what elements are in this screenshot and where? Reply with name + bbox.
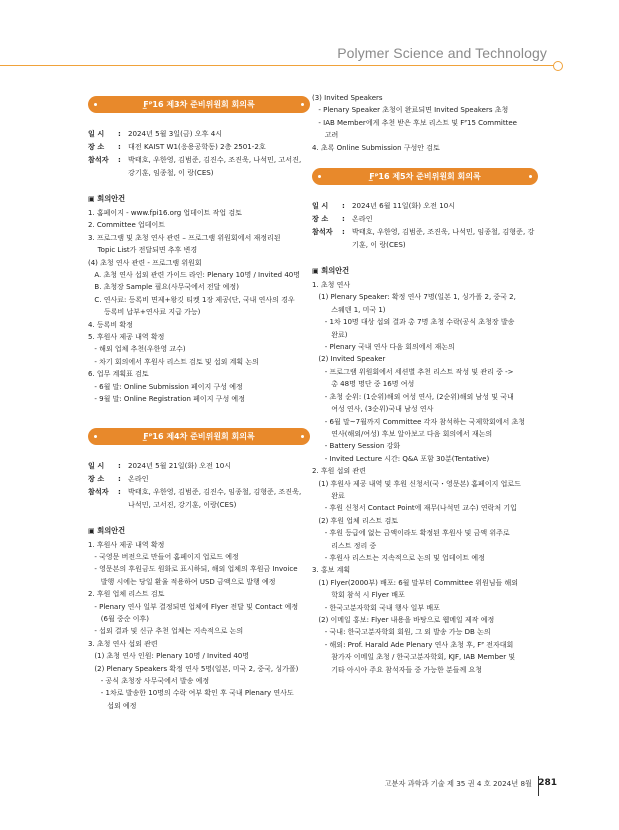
meta-value: 박태호, 우한영, 김범준, 김진수, 임종철, 김형준, 조진욱, 나석민, 고서진, 강기훈, 이랑(CES) bbox=[128, 486, 302, 509]
text-line: - 공식 초청장 사무국에서 발송 예정 bbox=[100, 676, 210, 685]
text-line: - 해외 업체 추천(우한영 교수) bbox=[94, 345, 186, 354]
text-line: - 차기 회의에서 후원사 리스트 검토 및 섭외 계획 논의 bbox=[94, 357, 259, 366]
meta-row bbox=[88, 472, 310, 485]
text-line: 완료) bbox=[331, 330, 348, 339]
text-line: 리스트 정리 중 bbox=[331, 541, 377, 550]
meta-colon: : bbox=[118, 155, 121, 164]
text-line: 5. 후원사 제공 내역 확정 bbox=[88, 333, 165, 342]
meta-colon: : bbox=[118, 473, 121, 483]
text-line: - 섭외 결과 및 신규 추천 업체는 지속적으로 논의 bbox=[94, 627, 244, 636]
text-line: 고려 bbox=[324, 131, 339, 140]
text-line: (1) Plenary Speaker: 확정 연사 7명(일본 1, 싱가폴 2, 중국 2, bbox=[318, 293, 516, 302]
meta-row bbox=[312, 225, 538, 251]
meta-row bbox=[88, 485, 310, 511]
meta-colon: : bbox=[118, 142, 121, 151]
text-line: 섭외 예정 bbox=[107, 701, 137, 710]
meta-value: 2024년 6월 11일(화) 오전 10시 bbox=[352, 201, 456, 211]
text-line: 총 48명 명단 중 16명 여성 bbox=[331, 380, 415, 389]
text-line: C. 연사료: 등록비 면제+왕깃 티켓 1장 제공(단, 국내 연사의 경우 bbox=[94, 295, 295, 304]
text-line: - 1차 10명 대상 섭외 결과 총 7명 초청 수락(공식 초청장 발송 bbox=[324, 318, 515, 327]
text-line: - 국내: 한국고분자학회 회원, 그 외 발송 가능 DB 논의 bbox=[324, 628, 491, 637]
text-line: 2. 후원 섭외 관련 bbox=[312, 467, 366, 476]
meeting3-agenda-title: ▣ 회의안건 bbox=[88, 194, 126, 203]
text-line: 6. 업무 계획표 검토 bbox=[88, 370, 149, 379]
meta-row bbox=[88, 127, 310, 140]
text-line: - Invited Lecture 시간: Q&A 포함 30분(Tentative) bbox=[324, 454, 490, 463]
text-line: B. 초청장 Sample 필요(사무국에서 전달 예정) bbox=[94, 283, 239, 292]
meta-colon: : bbox=[342, 214, 345, 224]
text-line: A. 초청 연사 섭외 관련 가이드 라인: Plenary 10명 / Invited 40명 bbox=[94, 271, 301, 280]
meta-colon: : bbox=[118, 129, 121, 138]
continued-agenda bbox=[312, 92, 538, 154]
meeting5-agenda bbox=[312, 279, 538, 676]
text-line: (1) 초청 연사 인원: Plenary 10명 / Invited 40명 bbox=[94, 652, 250, 661]
bullet-dot-icon bbox=[318, 175, 321, 178]
text-line: (1) 후원사 제공 내역 및 후원 신청서(국・영문본) 홈페이지 업로드 bbox=[318, 479, 521, 488]
meeting3-banner bbox=[88, 96, 310, 113]
meeting3-agenda bbox=[88, 207, 310, 406]
meta-key: 일 시 bbox=[88, 460, 105, 470]
meta-row bbox=[88, 153, 310, 179]
header-circle-icon bbox=[553, 61, 563, 71]
meeting3-meta bbox=[88, 127, 310, 179]
text-line: - 한국고분자학회 국내 행사 일부 배포 bbox=[324, 603, 440, 612]
text-line: 완료 bbox=[331, 491, 345, 500]
meeting5-title: F̲ᴾ16 제5차 준비위원회 회의록 bbox=[369, 172, 481, 182]
text-line: - 1차로 발송한 10명의 수락 여부 확인 후 국내 Plenary 연사도 bbox=[100, 689, 294, 698]
header-rule bbox=[0, 65, 559, 66]
meta-colon: : bbox=[118, 486, 121, 496]
text-line: - IAB Member에게 추천 받은 후보 리스트 및 Fᴾ15 Committee bbox=[318, 118, 517, 127]
text-line: - Plenary 국내 연사 다음 회의에서 재논의 bbox=[324, 343, 455, 352]
meta-row bbox=[312, 212, 538, 225]
text-line: - 해외: Prof. Harald Ade Plenary 연사 초청 후, Fᴾ 전자대회 bbox=[324, 640, 514, 649]
text-line: (6월 중순 이후) bbox=[100, 614, 149, 623]
text-line: - 후원 등급에 없는 금액이라도 확정된 후원사 및 금액 위주로 bbox=[324, 529, 510, 538]
text-line: - 6월 말~7월까지 Committee 각자 참석하는 국제학회에서 초청 bbox=[324, 417, 526, 426]
text-line: (4) 초청 연사 관련 - 프로그램 위원회 bbox=[88, 258, 202, 267]
meeting5-meta bbox=[312, 199, 538, 251]
meeting5-agenda-title: ▣ 회의안건 bbox=[312, 266, 350, 276]
text-line: 학회 참석 시 Flyer 배포 bbox=[331, 591, 405, 600]
meta-key: 일 시 bbox=[88, 129, 105, 138]
page-footer bbox=[300, 776, 557, 796]
text-line: - 6월 말: Online Submission 페이지 구성 예정 bbox=[94, 382, 243, 391]
meta-key: 장 소 bbox=[312, 214, 329, 224]
text-line: 스웨덴 1, 미국 1) bbox=[331, 305, 386, 314]
meeting4-agenda-title: ▣ 회의안건 bbox=[88, 525, 126, 535]
text-line: 발행 시에는 당일 환율 적용하여 USD 금액으로 발행 예정 bbox=[100, 577, 276, 586]
meta-colon: : bbox=[118, 460, 121, 470]
bullet-dot-icon bbox=[301, 103, 304, 106]
text-line: 등록비 납부+연사료 지급 가능) bbox=[104, 308, 201, 317]
text-line: - 후원 신청서 Contact Point에 재무(나석민 교수) 연락처 기입 bbox=[324, 504, 517, 513]
meta-row bbox=[88, 459, 310, 472]
meta-key: 참석자 bbox=[88, 155, 109, 164]
text-line: (2) 이메일 홍보: Flyer 내용을 바탕으로 웹메일 제작 예정 bbox=[318, 616, 495, 624]
text-line: - 국영문 버전으로 만들어 홈페이지 업로드 예정 bbox=[94, 552, 239, 561]
text-line: 1. 홈페이지 - www.fpi16.org 업데이트 작업 검토 bbox=[88, 209, 242, 217]
footer-journal: 고분자 과학과 기술 제 35 권 4 호 2024년 8월 bbox=[384, 779, 532, 788]
meta-value: 대전 KAIST W1(응용공학동) 2층 2501-2호 bbox=[128, 142, 266, 151]
text-line: 3. 홍보 계획 bbox=[312, 566, 351, 575]
text-line: 4. 등록비 확정 bbox=[88, 320, 133, 329]
meeting4-title: F̲ᴾ16 제4차 준비위원회 회의록 bbox=[143, 431, 255, 441]
text-line: - Plenary Speaker 초청이 완료되면 Invited Speakers 초청 bbox=[318, 106, 509, 115]
text-line: Topic List가 전달되면 추후 변경 bbox=[97, 246, 198, 255]
bullet-dot-icon bbox=[301, 435, 304, 438]
meta-value: 온라인 bbox=[352, 214, 373, 224]
text-line: - 9월 말: Online Registration 페이지 구성 예정 bbox=[94, 395, 245, 404]
text-line: - Plenary 연사 일부 결정되면 업체에 Flyer 전달 및 Contact 예정 bbox=[94, 602, 299, 611]
text-line: 1. 초청 연사 bbox=[312, 281, 351, 290]
text-line: (2) Invited Speaker bbox=[318, 355, 386, 364]
text-line: 3. 초청 연사 섭외 관련 bbox=[88, 639, 158, 648]
bullet-dot-icon bbox=[529, 175, 532, 178]
text-line: (1) Flyer(2000부) 배포: 6월 말부터 Committee 위원님들 해외 bbox=[318, 578, 519, 587]
meta-colon: : bbox=[342, 201, 345, 211]
meta-value: 박태호, 우한영, 김범준, 조진욱, 나석민, 임종철, 김형준, 강기훈, 이 랑(CES) bbox=[352, 227, 535, 250]
meeting4-meta bbox=[88, 459, 310, 511]
meeting4-banner bbox=[88, 428, 310, 445]
text-line: - 프로그램 위원회에서 세션별 추천 리스트 작성 및 관리 중 -> bbox=[324, 367, 514, 376]
meta-value: 2024년 5월 21일(화) 오전 10시 bbox=[128, 460, 232, 470]
text-line: 2. 후원 업체 리스트 검토 bbox=[88, 590, 165, 599]
bullet-dot-icon bbox=[94, 103, 97, 106]
text-line: (3) Invited Speakers bbox=[312, 94, 383, 102]
meta-value: 박태호, 우한영, 김범준, 김진수, 조진욱, 나석민, 고서진, 강기훈, 임종철, 이 랑(CES) bbox=[128, 155, 302, 177]
text-line: 3. 프로그램 및 초청 연사 관련 – 프로그램 위원회에서 재정리된 bbox=[88, 233, 281, 242]
text-line: (2) Plenary Speakers 확정 연사 5명(일본, 미국 2, 중국, 싱가폴) bbox=[94, 664, 299, 673]
left-column bbox=[88, 92, 310, 712]
meta-value: 온라인 bbox=[128, 473, 149, 483]
text-line: 여성 연사, (3순위)국내 남성 연사 bbox=[331, 405, 434, 414]
meta-key: 참석자 bbox=[312, 227, 333, 237]
text-line: 기타 아시아 주요 참석자들 중 가능한 분들께 요청 bbox=[331, 665, 483, 674]
text-line: 연사(해외/여성) 후보 알아보고 다음 회의에서 재논의 bbox=[331, 429, 493, 438]
page-number: 281 bbox=[538, 778, 557, 788]
meta-value: 2024년 5월 3일(금) 오후 4시 bbox=[128, 129, 223, 138]
meta-key: 일 시 bbox=[312, 201, 329, 211]
meta-colon: : bbox=[342, 227, 345, 237]
meta-key: 참석자 bbox=[88, 486, 109, 496]
text-line: 1. 후원사 제공 내역 확정 bbox=[88, 540, 165, 549]
meta-row bbox=[312, 199, 538, 212]
bullet-dot-icon bbox=[94, 435, 97, 438]
meeting3-title: F̲ᴾ16 제3차 준비위원회 회의록 bbox=[143, 100, 255, 109]
meta-key: 장 소 bbox=[88, 142, 105, 151]
text-line: 4. 초록 Online Submission 구성안 검토 bbox=[312, 143, 440, 152]
text-line: - 초청 순위: (1순위)해외 여성 연사, (2순위)해외 남성 및 국내 bbox=[324, 392, 514, 401]
text-line: (2) 후원 업체 리스트 검토 bbox=[318, 516, 399, 525]
right-column bbox=[312, 92, 538, 676]
text-line: 참가자 이메일 초청 / 한국고분자학회, KJF, IAB Member 및 bbox=[331, 653, 516, 662]
meta-key: 장 소 bbox=[88, 473, 105, 483]
text-line: - 후원사 리스트는 지속적으로 논의 및 업데이트 예정 bbox=[324, 553, 485, 562]
meeting4-agenda bbox=[88, 539, 310, 713]
meeting5-banner bbox=[312, 168, 538, 185]
journal-title: Polymer Science and Technology bbox=[337, 45, 547, 61]
text-line: - Battery Session 강화 bbox=[324, 442, 401, 451]
text-line: 2. Committee 업데이트 bbox=[88, 221, 166, 230]
text-line: - 영문본의 후원금도 원화로 표시하되, 해외 업체의 후원금 Invoice bbox=[94, 565, 298, 574]
meta-row bbox=[88, 140, 310, 153]
